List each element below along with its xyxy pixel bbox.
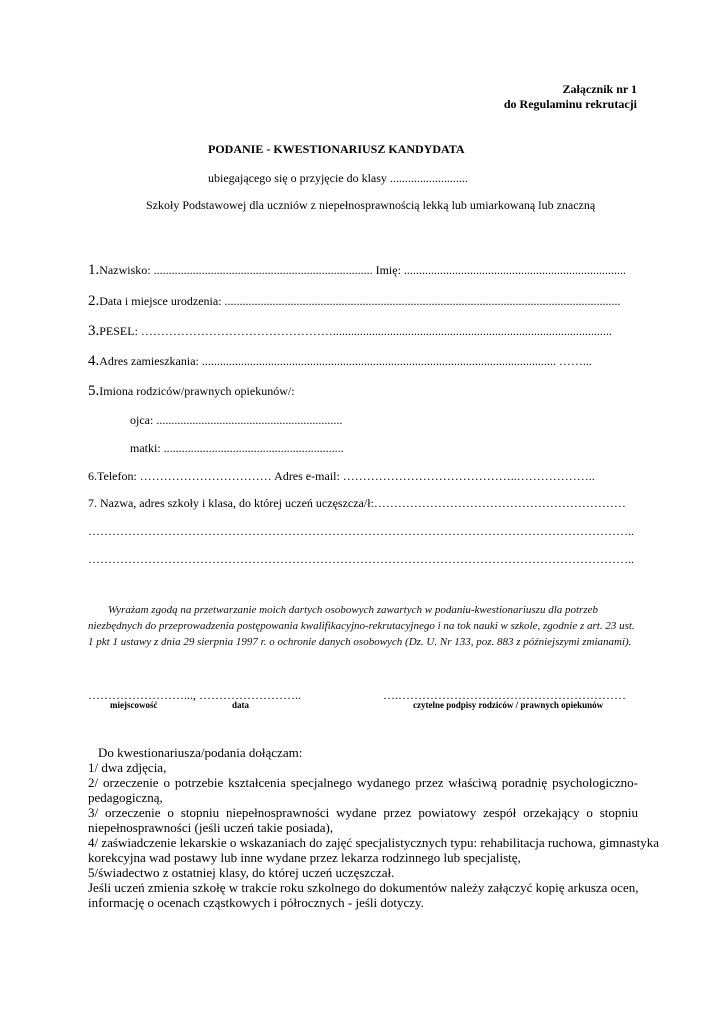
field-label: Imiona rodziców/prawnych opiekunów/: bbox=[99, 384, 295, 398]
field-mother: matki: ............................................................ bbox=[130, 441, 344, 455]
field-number: 2. bbox=[88, 293, 100, 309]
field-label: Data i miejsce urodzenia: .................................................................................................................................... bbox=[99, 294, 621, 308]
attachment-item-4: 4/ zaświadczenie lekarskie o wskazaniach do zajęć specjalistycznych typu: rehabilitacja ruchowa, gimnastyka bbox=[88, 835, 660, 850]
field-number: 5. bbox=[88, 383, 100, 399]
attachment-item-1: 1/ dwa zdjęcia, bbox=[88, 760, 167, 775]
field-school-line3: ……………………………………………………………………………………………………………………….. bbox=[88, 552, 634, 566]
form-title: PODANIE - KWESTIONARIUSZ KANDYDATA bbox=[208, 142, 465, 156]
form-subtitle-school: Szkoły Podstawowej dla uczniów z niepełnosprawnością lekką lub umiarkowaną lub znaczną bbox=[146, 198, 596, 212]
field-phone-email: 6.Telefon: …………………………… Adres e-mail: ……………………………………..……………….. bbox=[88, 469, 595, 483]
signature-dots: ….………………………………………………… bbox=[383, 688, 626, 702]
field-address bbox=[88, 352, 592, 370]
consent-line-3: 1 pkt 1 ustawy z dnia 29 sierpnia 1997 r. o ochronie danych osobowych (Dz. U. Nr 133, poz. 883 z późniejszymi zmianami). bbox=[88, 636, 632, 648]
attachment-item-5: 5/świadectwo z ostatniej klasy, do której uczeń uczęszczał. bbox=[88, 865, 395, 880]
field-label: PESEL: …………………………………………............................................................................................. bbox=[99, 324, 612, 338]
field-birth bbox=[88, 292, 621, 310]
attachment-item-3: 3/ orzeczenie o stopniu niepełnosprawności wydane przez powiatowy zespół orzekający o stopniu bbox=[88, 805, 638, 820]
field-pesel bbox=[88, 322, 612, 340]
consent-line-2: niezbędnych do przeprowadzenia postępowania kwalifikacyjno-rekrutacyjnego i na tok nauki w szkole, zgodnie z art. 23 ust. bbox=[88, 620, 635, 632]
place-label: miejscowość bbox=[110, 700, 158, 710]
attachments-note-cont: informację o ocenach cząstkowych i półrocznych - jeśli dotyczy. bbox=[88, 895, 424, 910]
signature-label: czytelne podpisy rodziców / prawnych opiekunów bbox=[413, 700, 604, 710]
attachment-item-4-cont: korekcyjna wad postawy lub inne wydane przez lekarza rodzinnego lub specjalistę, bbox=[88, 850, 521, 865]
field-father: ojca: .............................................................. bbox=[130, 413, 343, 427]
field-school-line2: ……………………………………………………………………………………………………………………….. bbox=[88, 524, 634, 538]
field-label: Adres zamieszkania: ...................................................................................................................... ……... bbox=[99, 354, 592, 368]
field-label: Nazwisko: ......................................................................... Imię: .......................................................................... bbox=[99, 263, 626, 277]
consent-line-1: Wyrażam zgodą na przetwarzanie moich dartych osobowych zawartych w podaniu-kwestionariuszu dla potrzeb bbox=[108, 604, 598, 616]
field-number: 1. bbox=[88, 262, 100, 278]
annex-regulation: do Regulaminu rekrutacji bbox=[503, 97, 637, 111]
attachment-item-2-cont: pedagogiczną, bbox=[88, 790, 163, 805]
field-surname-name bbox=[88, 261, 626, 279]
form-subtitle-class: ubiegającego się o przyjęcie do klasy .......................... bbox=[208, 171, 468, 185]
field-number: 4. bbox=[88, 353, 100, 369]
attachments-heading: Do kwestionariusza/podania dołączam: bbox=[98, 745, 303, 760]
attachment-item-3-cont: niepełnosprawności (jeśli uczeń takie posiada), bbox=[88, 820, 334, 835]
field-parents bbox=[88, 382, 295, 400]
attachment-item-2: 2/ orzeczenie o potrzebie kształcenia specjalnego wydanego przez właściwą poradnię psychologiczno- bbox=[88, 775, 638, 790]
annex-number: Załącznik nr 1 bbox=[562, 82, 637, 96]
attachments-note: Jeśli uczeń zmienia szkołę w trakcie roku szkolnego do dokumentów należy załączyć kopię arkusza ocen, bbox=[88, 880, 639, 895]
date-label: data bbox=[232, 700, 250, 710]
field-school: 7. Nazwa, adres szkoły i klasa, do której uczeń uczęszcza/ł:……………………………………………………… bbox=[88, 496, 626, 510]
place-date-dots: ……………………..., …………………….. bbox=[88, 688, 301, 702]
field-number: 3. bbox=[88, 323, 100, 339]
